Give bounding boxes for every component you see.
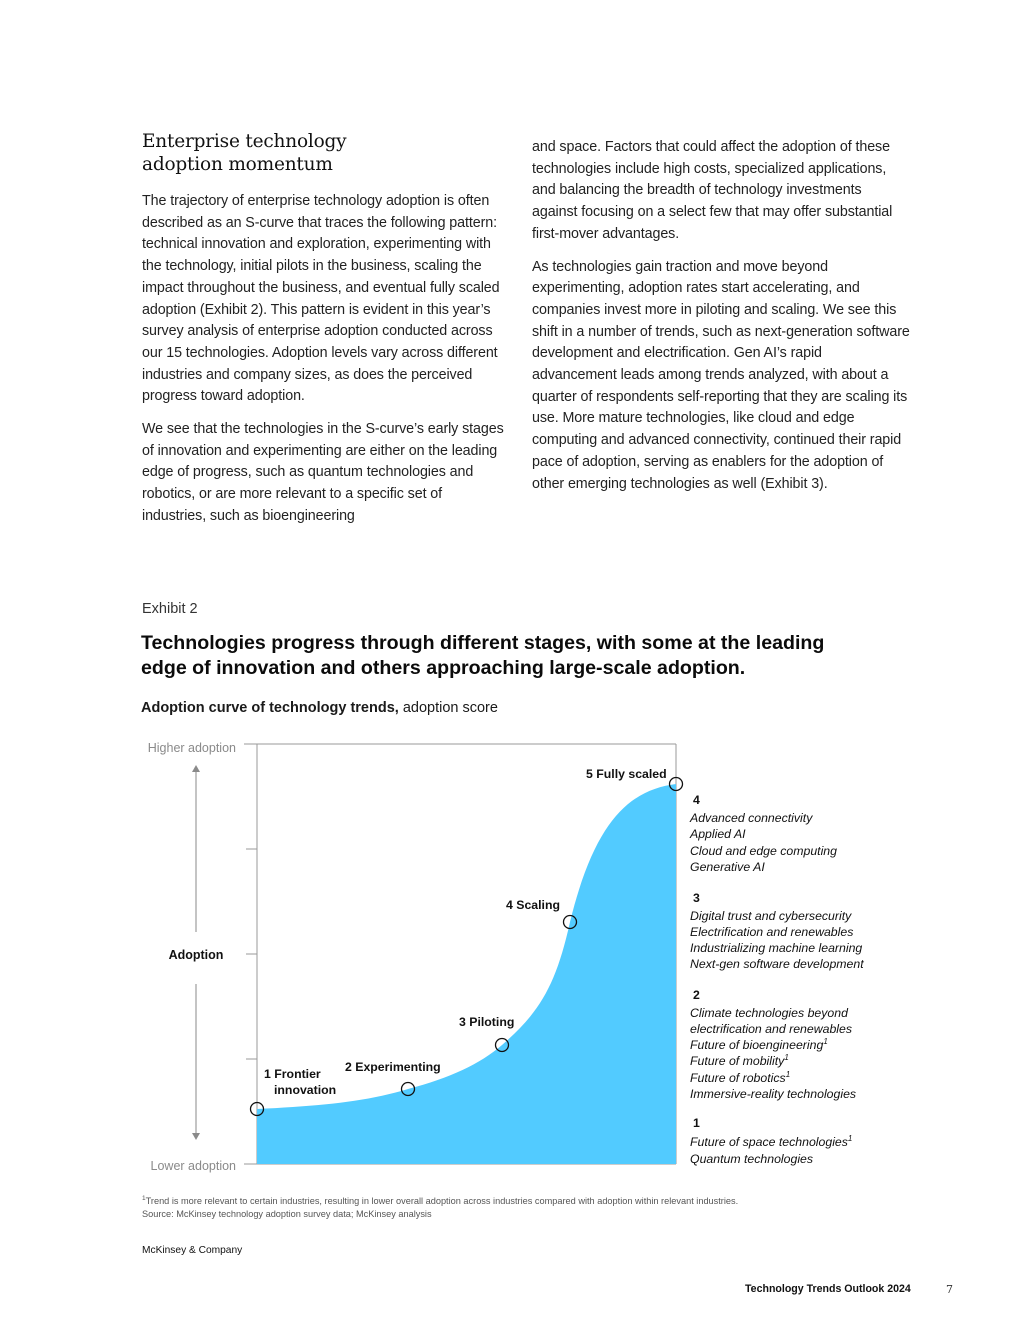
group-2-item-5-text: Future of robotics [690,1071,786,1085]
group-2-heading: 2 [693,988,700,1002]
left-paragraph-1: The trajectory of enterprise technology adoption is often described as an S-curve that traces the following pattern: technical innovation and exploration, experimenting with the technology, initial pilots in the business, scaling the impact throughout the business, and eventual fully scaled adoption (Exhibit 2). This pattern is evident in this year’s survey analysis of enterprise adoption conducted across our 15 technologies. Adoption levels vary across different industries and company sizes, as does the perceived progress toward adoption. [142,193,500,405]
stage-label-4: 4 Scaling [506,898,560,912]
arrow-head-up-icon [192,765,200,772]
footnote-text: Trend is more relevant to certain industries, resulting in lower overall adoption across industries compared with adoption within relevant industries. [145,1196,739,1207]
arrow-head-down-icon [192,1133,200,1140]
group-2-item-2: electrification and renewables [690,1022,853,1036]
group-1-heading: 1 [693,1116,700,1130]
heading-line-2: adoption momentum [142,154,333,175]
exhibit-title: Technologies progress through different stages, with some at the leading edge of innovation and others approaching large-scale adoption. [141,632,825,679]
footnote-line [142,1193,902,1208]
page-number: 7 [946,1283,953,1296]
group-2-item-5 [690,1070,790,1085]
chart-subtitle-bold: Adoption curve of technology trends, [141,700,399,716]
chart-footnote [142,1193,902,1220]
group-2-item-1: Climate technologies beyond [690,1006,848,1020]
stage-label-2: 2 Experimenting [345,1060,441,1074]
axis-middle-label: Adoption [168,948,224,962]
source-line: Source: McKinsey technology adoption survey data; McKinsey analysis [142,1208,432,1219]
brand-name: McKinsey & Company [142,1245,243,1256]
stage-groups [689,793,864,1166]
group-1-item-1 [690,1134,852,1149]
group-3-item-2: Electrification and renewables [690,925,854,939]
footnote-mark: 1 [785,1070,791,1079]
group-3-item-4: Next-gen software development [690,957,864,971]
chart-subtitle-unit: adoption score [398,700,498,716]
group-4-item-3: Cloud and edge computing [690,844,837,858]
group-1-item-2: Quantum technologies [690,1152,814,1166]
group-3-item-1: Digital trust and cybersecurity [690,909,852,923]
group-2-item-6: Immersive-reality technologies [690,1087,857,1101]
group-3-heading: 3 [693,891,700,905]
footnote-mark: 1 [823,1037,828,1046]
right-paragraph-1: and space. Factors that could affect the adoption of these technologies include high costs, specialized applications, and balancing the breadth of technology investments against focusing on a select few that may offer substantial first-mover advantages. [532,139,893,242]
group-1-item-1-text: Future of space technologies [690,1135,848,1149]
group-4-item-4: Generative AI [690,860,765,874]
axis-top-label: Higher adoption [147,741,236,755]
footnote-mark: 1 [847,1134,853,1143]
heading-line-1: Enterprise technology [142,131,347,152]
group-4-heading: 4 [693,793,700,807]
group-4-item-1: Advanced connectivity [690,811,813,825]
stage-label-1-line-1: 1 Frontier [264,1067,321,1081]
stage-label-3: 3 Piloting [459,1015,515,1029]
right-paragraph-2: As technologies gain traction and move beyond experimenting, adoption rates start accelerating, and companies invest more in piloting and scaling. We see this shift in a number of trends, such as next-generation software development and electrification. Gen AI’s rapid advancement leads among trends analyzed, with about a quarter of respondents self-reporting that they are scaling its use. More mature technologies, like cloud and edge computing and advanced connectivity, continued their rapid pace of adoption, serving as enablers for the adoption of other emerging technologies as well (Exhibit 3). [532,258,910,492]
footnote-mark: 1 [784,1053,789,1062]
left-paragraph-2: We see that the technologies in the S-curve’s early stages of innovation and experimenting are either on the leading edge of progress, such as quantum technologies and robotics, or are more relevant to a specific set of industries, such as bioengineering [142,421,504,524]
publication-title: Technology Trends Outlook 2024 [745,1283,911,1295]
group-3-item-3: Industrializing machine learning [690,941,863,955]
footnote-mark: 1 [142,1195,146,1202]
axis-bottom-label: Lower adoption [150,1159,236,1173]
stage-label-1 [264,1067,336,1097]
stage-label-5: 5 Fully scaled [586,767,667,781]
adoption-curve-area [257,784,676,1164]
stage-label-1-line-2: innovation [274,1083,337,1097]
group-2-item-3 [690,1037,828,1052]
group-2-item-4-text: Future of mobility [690,1054,785,1068]
group-4-item-2: Applied AI [690,827,746,841]
exhibit-label: Exhibit 2 [142,601,198,617]
group-2-item-4 [690,1053,789,1068]
group-2-item-3-text: Future of bioengineering [690,1038,824,1052]
